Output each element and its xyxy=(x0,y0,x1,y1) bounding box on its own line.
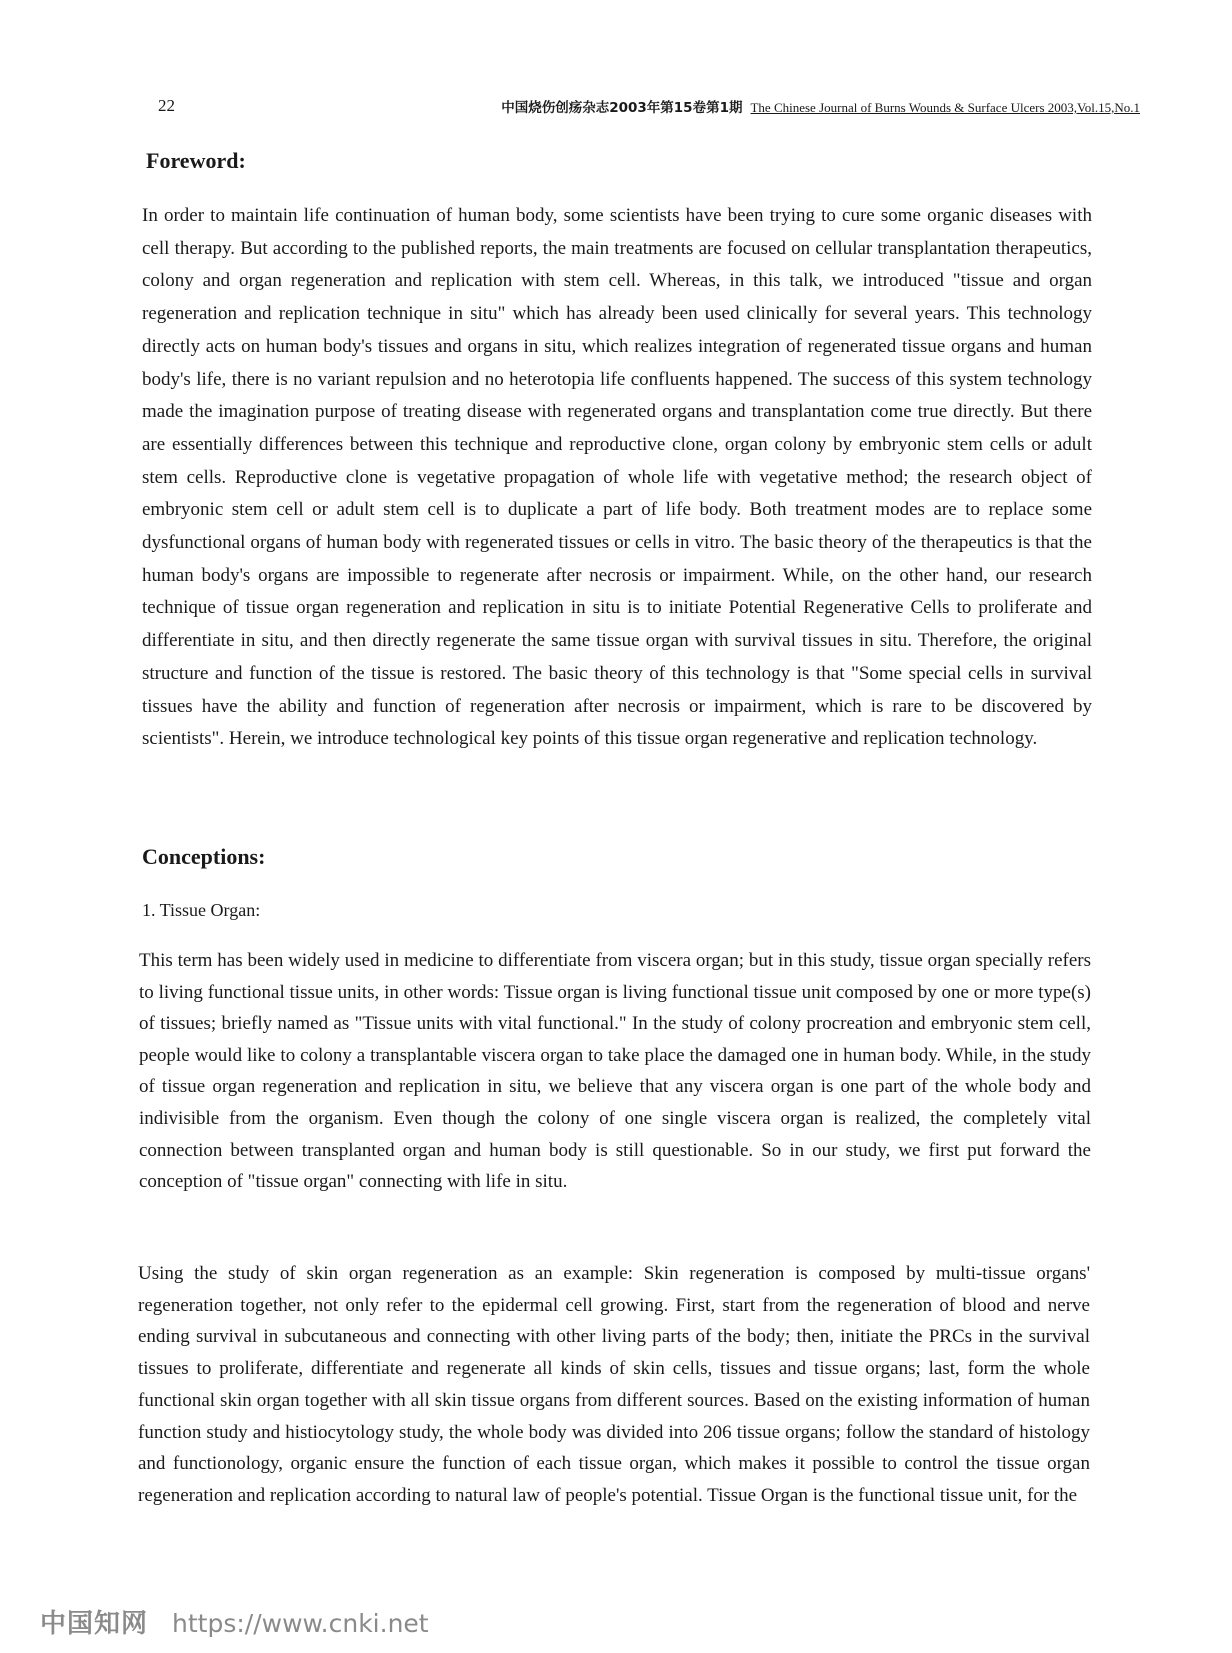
tissue-organ-subheading: 1. Tissue Organ: xyxy=(142,900,261,920)
journal-title-chinese: 中国烧伤创疡杂志2003年第15卷第1期 xyxy=(501,100,743,116)
cnki-url: https://www.cnki.net xyxy=(172,1609,429,1638)
page-header xyxy=(158,96,1140,120)
tissue-organ-paragraph-2: Using the study of skin organ regeneration as an example: Skin regeneration is composed by multi-tissue organs' regeneration together, not only refer to the epidermal cell growing. First, start from the regeneration of blood and nerve ending survival in subcutaneous and connecting with other living parts of the body; then, initiate the PRCs in the survival tissues to proliferate, differentiate and regenerate all kinds of skin cells, tissues and tissue organs; last, form the whole functional skin organ together with all skin tissue organs from different sources. Based on the existing information of human function study and histiocytology study, the whole body was divided into 206 tissue organs; follow the standard of histology and functionology, organic ensure the function of each tissue organ, which makes it possible to control the tissue organ regeneration and replication according to natural law of people's potential. Tissue Organ is the functional tissue unit, for the xyxy=(138,1263,1090,1506)
journal-title-english: The Chinese Journal of Burns Wounds & Surface Ulcers 2003,Vol.15,No.1 xyxy=(750,100,1140,115)
running-head xyxy=(501,96,1140,116)
foreword-paragraph: In order to maintain life continuation of human body, some scientists have been trying to cure some organic diseases with cell therapy. But according to the published reports, the main treatments are focused on cellular transplantation therapeutics, colony and organ regeneration and replication with stem cell. Whereas, in this talk, we introduced "tissue and organ regeneration and replication technique in situ" which has already been used clinically for several years. This technology directly acts on human body's tissues and organs in situ, which realizes integration of regenerated tissue organs and human body's life, there is no variant repulsion and no heterotopia life confluents happened. The success of this system technology made the imagination purpose of treating disease with regenerated organs and transplantation come true directly. But there are essentially differences between this technique and reproductive clone, organ colony by embryonic stem cells or adult stem cells. Reproductive clone is vegetative propagation of whole life with vegetative method; the research object of embryonic stem cell or adult stem cell is to duplicate a part of life body. Both treatment modes are to replace some dysfunctional organs of human body with regenerated tissues or cells in vitro. The basic theory of the therapeutics is that the human body's organs are impossible to regenerate after necrosis or impairment. While, on the other hand, our research technique of tissue organ regeneration and replication in situ is to initiate Potential Regenerative Cells to proliferate and differentiate in situ, and then directly regenerate the same tissue organ with survival tissues in situ. Therefore, the original structure and function of the tissue is restored. The basic theory of this technology is that "Some special cells in survival tissues have the ability and function of regeneration after necrosis or impairment, which is rare to be discovered by scientists". Herein, we introduce technological key points of this tissue organ regenerative and replication technology. xyxy=(142,205,1092,750)
tissue-organ-paragraph-1: This term has been widely used in medicine to differentiate from viscera organ; but in this study, tissue organ specially refers to living functional tissue units, in other words: Tissue organ is living functional tissue unit composed by one or more type(s) of tissues; briefly named as "Tissue units with vital functional." In the study of colony procreation and embryonic stem cell, people would like to colony a transplantable viscera organ to take place the damaged one in human body. While, in the study of tissue organ regeneration and replication in situ, we believe that any viscera organ is one part of the whole body and indivisible from the organism. Even though the colony of one single viscera organ is realized, the completely vital connection between transplanted organ and human body is still questionable. So in our study, we first put forward the conception of "tissue organ" connecting with life in situ. xyxy=(139,950,1091,1193)
foreword-heading: Foreword: xyxy=(146,148,246,173)
conceptions-heading: Conceptions: xyxy=(142,844,266,869)
cnki-watermark xyxy=(40,1603,429,1637)
page-number: 22 xyxy=(158,96,175,115)
cnki-logo-text: 中国知网 xyxy=(40,1609,149,1639)
